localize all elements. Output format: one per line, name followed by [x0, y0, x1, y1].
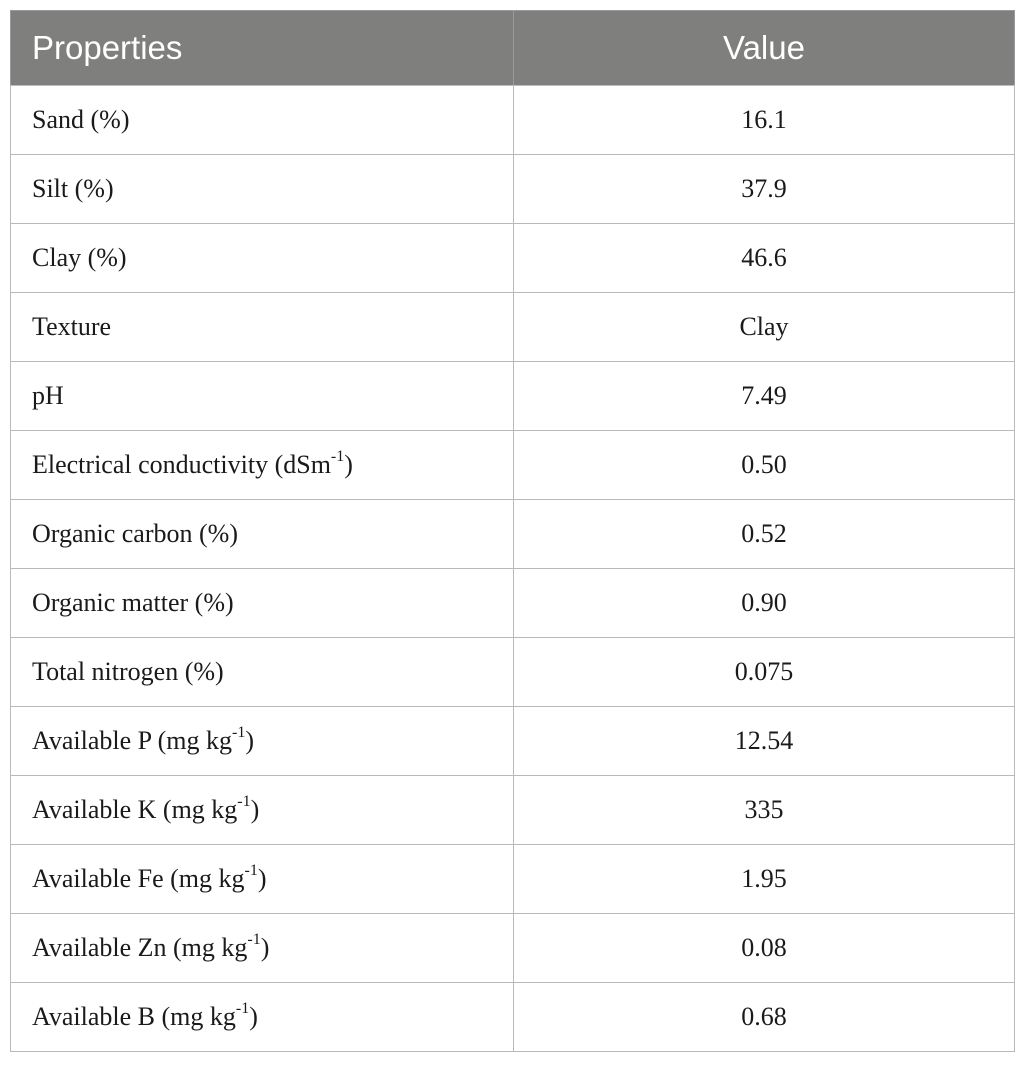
- soil-properties-table-container: [10, 10, 1014, 1052]
- property-label: Texture: [32, 312, 112, 341]
- table-row: [11, 776, 1015, 845]
- property-label: pH: [32, 381, 64, 410]
- header-properties: Properties: [11, 11, 514, 86]
- unit-closing: ): [260, 933, 270, 962]
- table-row: [11, 224, 1015, 293]
- property-cell: [11, 362, 514, 431]
- table-header: [11, 11, 1015, 86]
- property-label: Available Zn (mg kg: [32, 933, 248, 962]
- property-label: Electrical conductivity (dSm: [32, 450, 331, 479]
- value-cell: 0.68: [514, 983, 1015, 1052]
- property-label: Available Fe (mg kg: [32, 864, 245, 893]
- table-row: [11, 431, 1015, 500]
- table-row: [11, 983, 1015, 1052]
- property-cell: [11, 776, 514, 845]
- property-label: Available B (mg kg: [32, 1002, 236, 1031]
- property-label: Organic carbon (%): [32, 519, 238, 548]
- table-row: [11, 293, 1015, 362]
- header-value: Value: [514, 11, 1015, 86]
- table-row: [11, 86, 1015, 155]
- property-cell: [11, 914, 514, 983]
- property-label: Available K (mg kg: [32, 795, 238, 824]
- property-label: Organic matter (%): [32, 588, 234, 617]
- table-row: [11, 569, 1015, 638]
- property-cell: [11, 155, 514, 224]
- unit-closing: ): [245, 726, 255, 755]
- value-cell: 46.6: [514, 224, 1015, 293]
- unit-closing: ): [344, 450, 353, 479]
- property-cell: [11, 638, 514, 707]
- property-label: Silt (%): [32, 174, 114, 203]
- unit-exponent: -1: [247, 931, 261, 949]
- unit-exponent: -1: [235, 1000, 250, 1018]
- table-row: [11, 638, 1015, 707]
- property-cell: [11, 500, 514, 569]
- unit-exponent: -1: [330, 448, 345, 466]
- value-cell: 37.9: [514, 155, 1015, 224]
- value-cell: 0.52: [514, 500, 1015, 569]
- unit-exponent: -1: [232, 724, 246, 742]
- value-cell: 0.08: [514, 914, 1015, 983]
- table-row: [11, 914, 1015, 983]
- property-cell: [11, 224, 514, 293]
- unit-closing: ): [257, 864, 267, 893]
- value-cell: 7.49: [514, 362, 1015, 431]
- table-row: [11, 362, 1015, 431]
- property-cell: [11, 845, 514, 914]
- property-cell: [11, 707, 514, 776]
- property-label: Sand (%): [32, 105, 130, 134]
- table-body: [11, 86, 1015, 1052]
- value-cell: 16.1: [514, 86, 1015, 155]
- value-cell: 12.54: [514, 707, 1015, 776]
- property-cell: [11, 569, 514, 638]
- unit-exponent: -1: [237, 793, 251, 811]
- value-cell: 0.075: [514, 638, 1015, 707]
- table-row: [11, 155, 1015, 224]
- table-row: [11, 707, 1015, 776]
- soil-properties-table: [10, 10, 1015, 1052]
- property-cell: [11, 431, 514, 500]
- header-row: [11, 11, 1015, 86]
- property-label: Available P (mg kg: [32, 726, 233, 755]
- unit-closing: ): [250, 795, 260, 824]
- table-row: [11, 845, 1015, 914]
- property-label: Clay (%): [32, 243, 127, 272]
- value-cell: 0.50: [514, 431, 1015, 500]
- value-cell: 1.95: [514, 845, 1015, 914]
- unit-closing: ): [249, 1002, 258, 1031]
- property-cell: [11, 86, 514, 155]
- table-row: [11, 500, 1015, 569]
- property-cell: [11, 293, 514, 362]
- unit-exponent: -1: [244, 862, 258, 880]
- property-cell: [11, 983, 514, 1052]
- property-label: Total nitrogen (%): [32, 657, 224, 686]
- value-cell: Clay: [514, 293, 1015, 362]
- value-cell: 335: [514, 776, 1015, 845]
- value-cell: 0.90: [514, 569, 1015, 638]
